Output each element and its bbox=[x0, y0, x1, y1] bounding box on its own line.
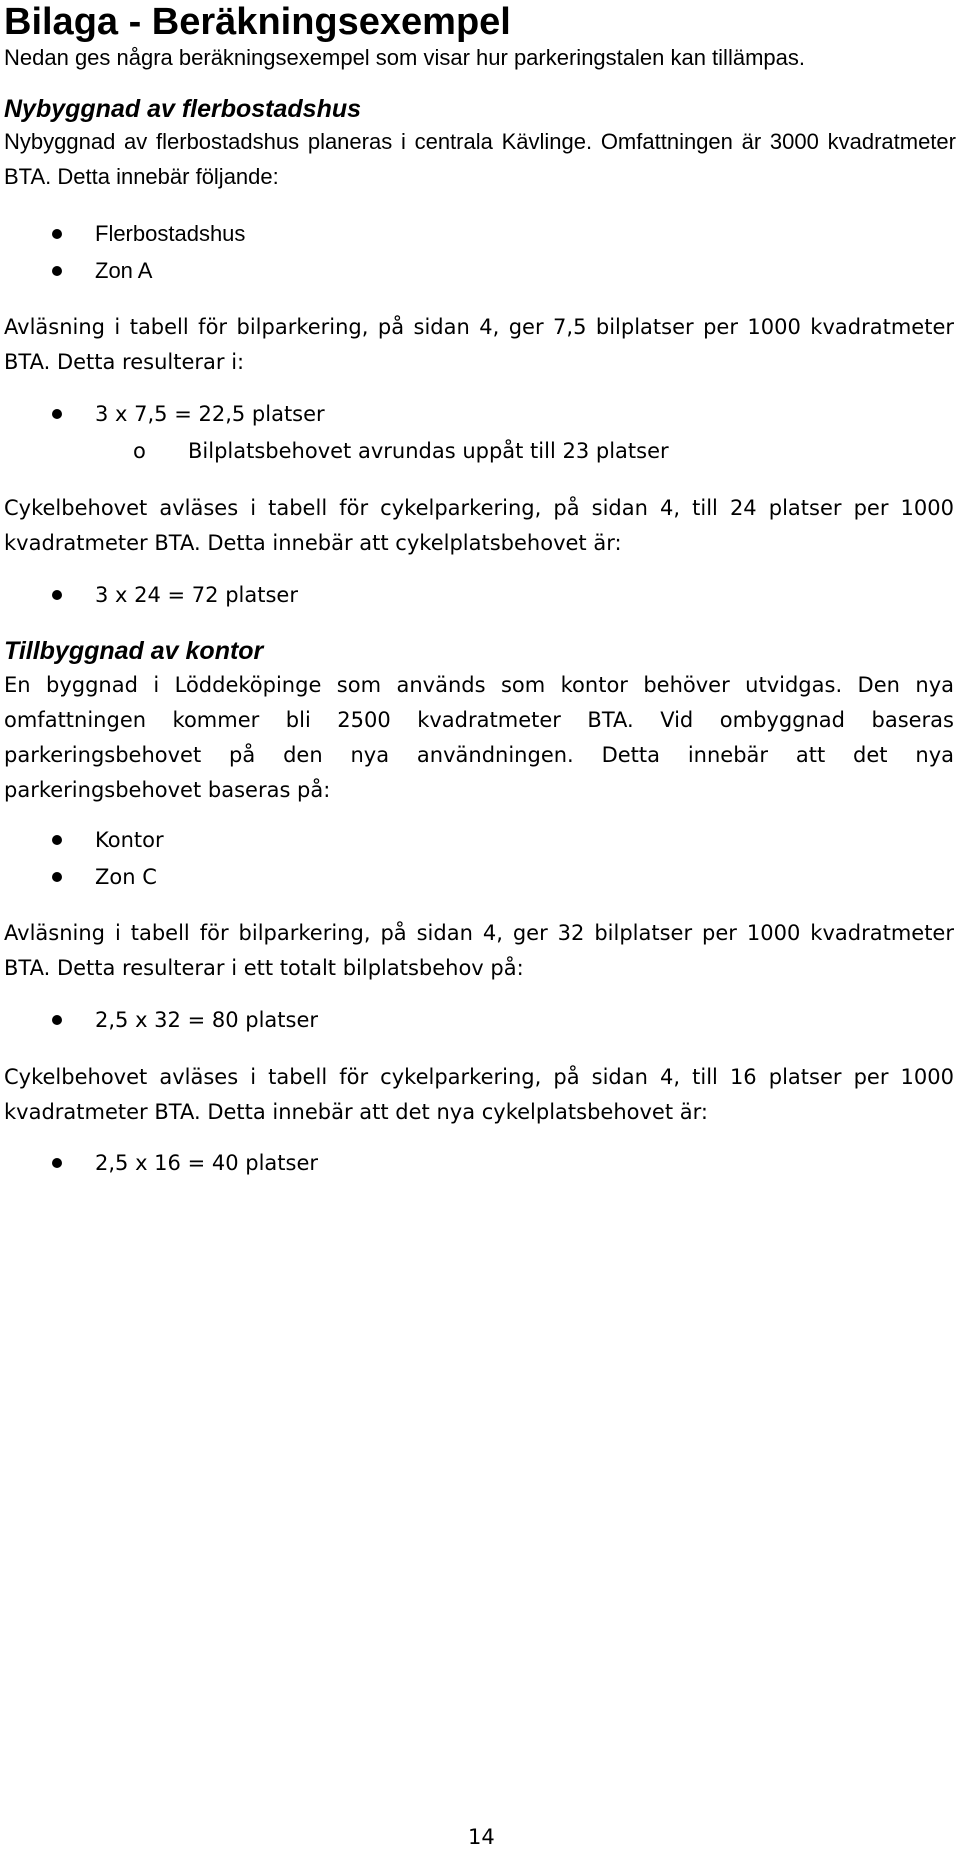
section2-bullet-1: Kontor bbox=[95, 828, 164, 852]
bullet-icon bbox=[52, 590, 62, 600]
bullet-icon bbox=[52, 1015, 62, 1025]
section2-bike-calc: 2,5 x 16 = 40 platser bbox=[95, 1151, 319, 1175]
intro-text: Nedan ges några beräkningsexempel som visar hur parkeringstalen kan tillämpas. bbox=[4, 45, 805, 70]
section2-bike-text: Cykelbehovet avläses i tabell för cykelparkering, på sidan 4, till 16 platser per 1000 kvadratmeter BTA. Detta innebär att det nya cykelplatsbehovet är: bbox=[4, 1065, 954, 1124]
section2-text: En byggnad i Löddeköpinge som används som kontor behöver utvidgas. Den nya omfattningen kommer bli 2500 kvadratmeter BTA. Vid ombyggnad baseras parkeringsbehovet på den nya användningen. Detta innebär att det nya parkeringsbehovet baseras på: bbox=[4, 673, 954, 802]
bullet-icon bbox=[52, 266, 62, 276]
bullet-icon bbox=[52, 229, 62, 239]
bullet-icon bbox=[52, 835, 62, 845]
section1-car-calc: 3 x 7,5 = 22,5 platser bbox=[95, 402, 325, 426]
page-number: 14 bbox=[468, 1825, 495, 1849]
section1-car-text: Avläsning i tabell för bilparkering, på sidan 4, ger 7,5 bilplatser per 1000 kvadratmeter BTA. Detta resulterar i: bbox=[4, 315, 954, 374]
section2-car-calc: 2,5 x 32 = 80 platser bbox=[95, 1008, 319, 1032]
section1-bike-text: Cykelbehovet avläses i tabell för cykelparkering, på sidan 4, till 24 platser per 1000 kvadratmeter BTA. Detta innebär att cykelplatsbehovet är: bbox=[4, 496, 954, 555]
section2-heading: Tillbyggnad av kontor bbox=[4, 637, 264, 665]
bullet-icon bbox=[52, 1158, 62, 1168]
section1-bullet-1: Flerbostadshus bbox=[95, 221, 246, 246]
sub-bullet-marker: o bbox=[133, 439, 146, 463]
section1-text: Nybyggnad av flerbostadshus planeras i centrala Kävlinge. Omfattningen är 3000 kvadratmeter BTA. Detta innebär följande: bbox=[4, 129, 956, 189]
section1-car-sub: Bilplatsbehovet avrundas uppåt till 23 platser bbox=[188, 439, 669, 463]
bullet-icon bbox=[52, 409, 62, 419]
section1-heading: Nybyggnad av flerbostadshus bbox=[4, 95, 362, 123]
section1-bike-calc: 3 x 24 = 72 platser bbox=[95, 583, 298, 607]
section2-car-text: Avläsning i tabell för bilparkering, på sidan 4, ger 32 bilplatser per 1000 kvadratmeter BTA. Detta resulterar i ett totalt bilplatsbehov på: bbox=[4, 921, 954, 980]
page-title: Bilaga - Beräkningsexempel bbox=[4, 1, 511, 43]
section1-bullet-2: Zon A bbox=[95, 258, 153, 283]
section2-bullet-2: Zon C bbox=[95, 865, 157, 889]
bullet-icon bbox=[52, 872, 62, 882]
